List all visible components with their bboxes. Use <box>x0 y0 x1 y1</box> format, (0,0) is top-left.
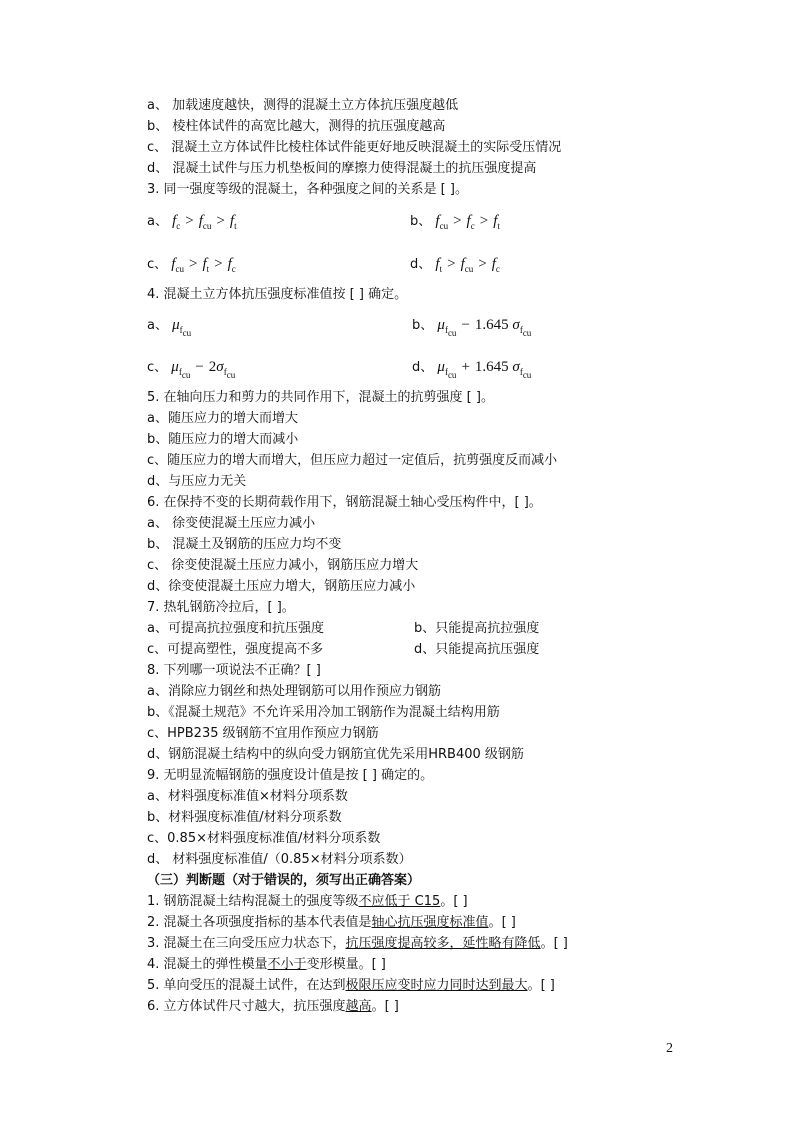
q4-option-d <box>412 358 531 384</box>
q4-d-coef: 1.645 <box>474 359 509 375</box>
q5-option-c: c、随压应力的增大而增大，但压应力超过一定值后，抗剪强度反而减小 <box>147 453 558 468</box>
q3-c-label: c、 <box>147 257 168 272</box>
tf-item-6 <box>147 998 399 1016</box>
q3-a-formula: $f_c > f_{cu} > f_t$ <box>172 213 237 231</box>
tf-3-underlined: 抗压强度提高较多，延性略有降低 <box>345 936 541 951</box>
q8-option-c: c、HPB235 级钢筋不宜用作预应力钢筋 <box>147 726 379 741</box>
q6-option-a: a、 徐变使混凝土压应力减小 <box>147 516 316 531</box>
tf-4-post: 变形模量。[ ] <box>306 957 386 972</box>
q4-a-label: a、 <box>147 318 168 333</box>
q9-option-b: b、材料强度标准值/材料分项系数 <box>147 810 342 825</box>
q4-d-formula: $\mu_{f_{cu}} + 1.645$ $\sigma_{f_{cu}}$ <box>437 359 532 380</box>
q3-b-label: b、 <box>410 214 432 229</box>
tf-6-pre: 6. 立方体试件尺寸越大，抗压强度 <box>147 999 346 1014</box>
q7-option-a: a、可提高抗拉强度和抗压强度 <box>147 621 324 636</box>
q4-option-c <box>147 358 235 384</box>
q4-option-a <box>147 316 191 342</box>
q5-option-b: b、随压应力的增大而减小 <box>147 432 299 447</box>
tf-item-2 <box>147 914 516 932</box>
q3-c-formula: $f_{cu} > f_t > f_c$ <box>171 256 236 274</box>
q4-c-label: c、 <box>147 360 168 375</box>
q3-option-b <box>410 212 500 235</box>
tf-6-underlined: 越高 <box>345 999 372 1014</box>
q7-stem: 7. 热轧钢筋冷拉后，[ ]。 <box>147 600 295 615</box>
tf-1-post: 。[ ] <box>440 894 468 909</box>
q2-option-c: c、 混凝土立方体试件比棱柱体试件能更好地反映混凝土的实际受压情况 <box>147 140 562 155</box>
q9-stem: 9. 无明显流幅钢筋的强度设计值是按 [ ] 确定的。 <box>147 768 434 783</box>
tf-5-pre: 5. 单向受压的混凝土试件，在达到 <box>147 978 346 993</box>
tf-1-pre: 1. 钢筋混凝土结构混凝土的强度等级 <box>147 894 359 909</box>
tf-item-5 <box>147 977 555 995</box>
q4-d-label: d、 <box>412 360 434 375</box>
q3-b-formula: $f_{cu} > f_c > f_t$ <box>435 213 500 231</box>
q3-option-d <box>410 255 500 278</box>
q3-d-formula: $f_t > f_{cu} > f_c$ <box>435 256 500 274</box>
q9-option-d: d、 材料强度标准值/（0.85×材料分项系数） <box>147 852 412 867</box>
q6-stem: 6. 在保持不变的长期荷载作用下，钢筋混凝土轴心受压构件中，[ ]。 <box>147 495 542 510</box>
tf-4-underlined: 不小于 <box>267 957 307 972</box>
q4-c-coef: 2 <box>208 359 217 375</box>
q9-option-a: a、材料强度标准值×材料分项系数 <box>147 789 348 804</box>
q6-option-b: b、 混凝土及钢筋的压应力均不变 <box>147 537 342 552</box>
tf-item-3 <box>147 935 568 953</box>
q8-stem: 8. 下列哪一项说法不正确？[ ] <box>147 663 321 678</box>
q5-option-a: a、随压应力的增大而增大 <box>147 411 298 426</box>
q3-stem: 3. 同一强度等级的混凝土，各种强度之间的关系是 [ ]。 <box>147 182 468 197</box>
q6-option-c: c、 徐变使混凝土压应力减小，钢筋压应力增大 <box>147 558 419 573</box>
q9-option-c: c、0.85×材料强度标准值/材料分项系数 <box>147 831 381 846</box>
q2-option-a: a、 加载速度越快，测得的混凝土立方体抗压强度越低 <box>147 98 459 113</box>
q7-option-c: c、可提高塑性，强度提高不多 <box>147 642 324 657</box>
q4-option-b <box>412 316 531 342</box>
tf-5-underlined: 极限压应变时应力同时达到最大 <box>345 978 528 993</box>
tf-3-post: 。[ ] <box>540 936 568 951</box>
tf-2-pre: 2. 混凝土各项强度指标的基本代表值是 <box>147 915 372 930</box>
tf-5-post: 。[ ] <box>527 978 555 993</box>
q8-option-d: d、钢筋混凝土结构中的纵向受力钢筋宜优先采用HRB400 级钢筋 <box>147 747 524 762</box>
q6-option-d: d、徐变使混凝土压应力增大，钢筋压应力减小 <box>147 579 416 594</box>
q2-option-b: b、 棱柱体试件的高宽比越大，测得的抗压强度越高 <box>147 119 446 134</box>
tf-3-pre: 3. 混凝土在三向受压应力状态下， <box>147 936 346 951</box>
tf-6-post: 。[ ] <box>371 999 399 1014</box>
q4-stem: 4. 混凝土立方体抗压强度标准值按 [ ] 确定。 <box>147 287 408 302</box>
tf-4-pre: 4. 混凝土的弹性模量 <box>147 957 268 972</box>
q7-option-d: d、只能提高抗压强度 <box>414 642 540 657</box>
tf-1-underlined: 不应低于 C15 <box>358 894 441 909</box>
q5-stem: 5. 在轴向压力和剪力的共同作用下，混凝土的抗剪强度 [ ]。 <box>147 390 494 405</box>
q7-option-b: b、只能提高抗拉强度 <box>414 621 540 636</box>
q2-option-d: d、 混凝土试件与压力机垫板间的摩擦力使得混凝土的抗压强度提高 <box>147 161 537 176</box>
q3-a-label: a、 <box>147 214 168 229</box>
tf-2-underlined: 轴心抗压强度标准值 <box>371 915 489 930</box>
q3-option-c <box>147 255 236 278</box>
q3-d-label: d、 <box>410 257 432 272</box>
q4-b-coef: 1.645 <box>474 317 509 333</box>
q4-b-label: b、 <box>412 318 434 333</box>
q8-option-a: a、消除应力钢丝和热处理钢筋可以用作预应力钢筋 <box>147 684 441 699</box>
q3-option-a <box>147 212 237 235</box>
q4-c-formula: $\mu_{f_{cu}} - 2\sigma_{f_{cu}}$ <box>171 359 236 380</box>
q4-b-formula: $\mu_{f_{cu}} - 1.645$ $\sigma_{f_{cu}}$ <box>437 317 532 338</box>
section3-title: （三）判断题（对于错误的，须写出正确答案） <box>147 873 421 888</box>
q5-option-d: d、与压应力无关 <box>147 474 247 489</box>
page-number: 2 <box>666 1041 673 1056</box>
tf-2-post: 。[ ] <box>488 915 516 930</box>
tf-item-1 <box>147 893 468 911</box>
q8-option-b: b、《混凝土规范》不允许采用冷加工钢筋作为混凝土结构用筋 <box>147 705 500 720</box>
tf-item-4 <box>147 956 386 974</box>
q4-a-formula: $\mu_{f_{cu}}$ <box>172 317 192 338</box>
